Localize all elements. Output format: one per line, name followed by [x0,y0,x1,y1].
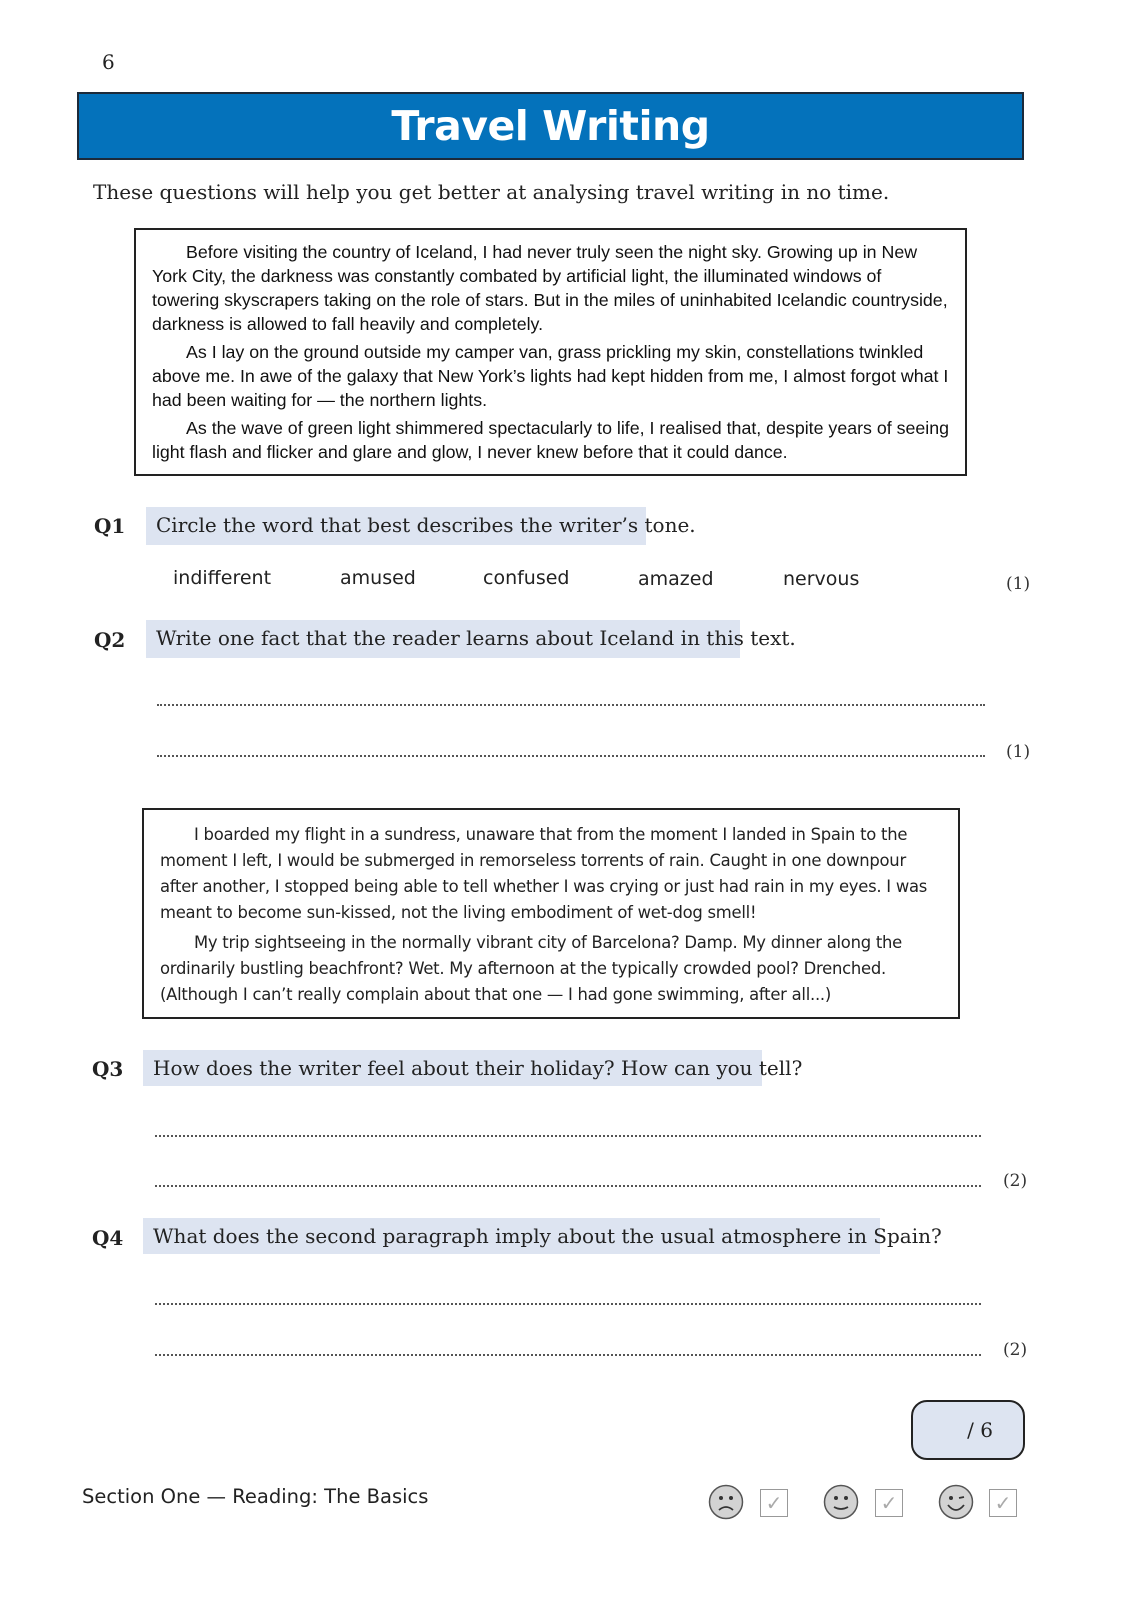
score-box[interactable] [911,1400,1025,1460]
question-number: Q4 [92,1226,124,1250]
answer-line[interactable] [155,1354,981,1356]
sad-face-icon [708,1484,744,1524]
marks-label: (2) [1003,1171,1028,1191]
tick-icon: ✓ [994,1491,1012,1515]
passage-iceland [134,228,967,476]
question-number: Q2 [94,628,126,652]
passage-paragraph: As I lay on the ground outside my camper van, grass prickling my skin, constellations twinkled above me. In awe of the galaxy that New York’s lights had kept hidden from me, I almost forgot what I had been waiting for — the northern lights. [152,342,949,410]
passage-paragraph: My trip sightseeing in the normally vibrant city of Barcelona? Damp. My dinner along the ordinarily bustling beachfront? Wet. My afternoon at the typically crowded pool? Drenched. (Although I can’t really complain about that one — I had gone swimming, after all...) [160,933,902,1004]
marks-label: (1) [1006,742,1031,762]
happy-face-icon [938,1484,974,1524]
option-indifferent[interactable]: indifferent [173,567,272,589]
page-title: Travel Writing [391,102,710,150]
answer-line[interactable] [155,1303,981,1305]
answer-line[interactable] [155,1135,981,1137]
tick-icon: ✓ [880,1491,898,1515]
answer-line[interactable] [157,755,985,757]
answer-line[interactable] [155,1185,981,1187]
title-banner [77,92,1024,160]
question-text: What does the second paragraph imply about the usual atmosphere in Spain? [143,1218,880,1254]
passage-paragraph: Before visiting the country of Iceland, I had never truly seen the night sky. Growing up in New York City, the darkness was constantly combated by artificial light, the illuminated windows of towering skyscrapers taking on the role of stars. But in the miles of uninhabited Icelandic countryside, darkness is allowed to fall heavily and completely. [152,242,948,334]
passage-spain [142,808,960,1019]
option-amazed[interactable]: amazed [638,568,714,590]
passage-paragraph: As the wave of green light shimmered spectacularly to life, I realised that, despite years of seeing light flash and flicker and glare and glow, I never knew before that it could dance. [152,418,950,462]
neutral-face-icon [823,1484,859,1524]
tick-box[interactable] [989,1489,1017,1517]
option-nervous[interactable]: nervous [783,568,860,590]
question-text: Circle the word that best describes the writer’s tone. [146,507,646,545]
marks-label: (2) [1003,1340,1028,1360]
page-number: 6 [102,50,115,74]
passage-paragraph: I boarded my flight in a sundress, unaware that from the moment I landed in Spain to the moment I left, I would be submerged in remorseless torrents of rain. Caught in one downpour after another, I stopped being able to tell whether I was crying or just had rain in my eyes. I was meant to become sun-kissed, not the living embodiment of wet-dog smell! [160,825,928,922]
question-number: Q1 [94,514,126,538]
tick-box[interactable] [875,1489,903,1517]
question-text: Write one fact that the reader learns about Iceland in this text. [146,620,740,658]
option-amused[interactable]: amused [340,567,416,589]
answer-line[interactable] [157,704,985,706]
tick-icon: ✓ [765,1491,783,1515]
question-text: How does the writer feel about their holiday? How can you tell? [143,1050,762,1086]
intro-text: These questions will help you get better at analysing travel writing in no time. [93,180,890,204]
option-confused[interactable]: confused [483,567,570,589]
tick-box[interactable] [760,1489,788,1517]
marks-label: (1) [1006,574,1031,594]
section-footer: Section One — Reading: The Basics [82,1485,429,1508]
score-total: / 6 [967,1418,993,1442]
question-number: Q3 [92,1057,124,1081]
